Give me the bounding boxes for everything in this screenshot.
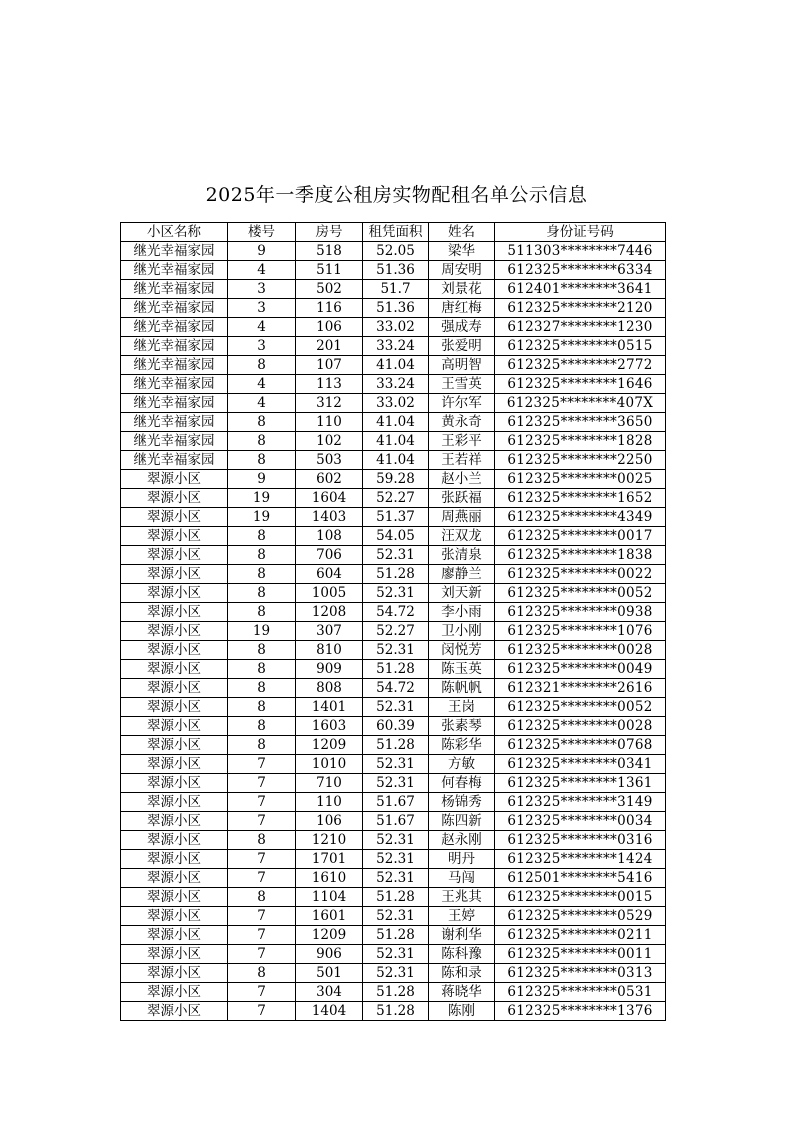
table-row [121,660,666,679]
cell-community-name: 翠源小区 [121,831,228,850]
table-row [121,318,666,337]
cell-id-number: 612325********2772 [495,356,666,375]
table-row [121,546,666,565]
cell-id-number: 511303********7446 [495,242,666,261]
cell-tenant-name: 方敏 [429,755,495,774]
cell-building-number: 8 [228,565,296,584]
cell-rental-area: 51.37 [363,508,429,527]
cell-community-name: 继光幸福家园 [121,413,228,432]
cell-tenant-name: 陈四新 [429,812,495,831]
table-row [121,394,666,413]
cell-building-number: 7 [228,926,296,945]
cell-rental-area: 52.27 [363,622,429,641]
cell-tenant-name: 王兆其 [429,888,495,907]
cell-rental-area: 51.28 [363,888,429,907]
cell-room-number: 110 [296,793,363,812]
table-row [121,679,666,698]
cell-room-number: 604 [296,565,363,584]
table-row [121,755,666,774]
cell-rental-area: 52.31 [363,964,429,983]
cell-room-number: 1701 [296,850,363,869]
cell-building-number: 8 [228,432,296,451]
rental-roster-table [120,222,666,1021]
table-row [121,375,666,394]
cell-building-number: 7 [228,774,296,793]
cell-community-name: 继光幸福家园 [121,242,228,261]
cell-room-number: 1208 [296,603,363,622]
cell-rental-area: 51.28 [363,660,429,679]
cell-rental-area: 52.31 [363,831,429,850]
cell-room-number: 312 [296,394,363,413]
cell-building-number: 8 [228,698,296,717]
cell-id-number: 612321********2616 [495,679,666,698]
cell-room-number: 909 [296,660,363,679]
cell-room-number: 602 [296,470,363,489]
cell-rental-area: 51.36 [363,299,429,318]
cell-community-name: 翠源小区 [121,774,228,793]
cell-rental-area: 52.31 [363,755,429,774]
cell-tenant-name: 陈帆帆 [429,679,495,698]
cell-id-number: 612325********0531 [495,983,666,1002]
cell-community-name: 翠源小区 [121,888,228,907]
cell-room-number: 511 [296,261,363,280]
cell-tenant-name: 刘天新 [429,584,495,603]
cell-id-number: 612325********0034 [495,812,666,831]
cell-id-number: 612325********1361 [495,774,666,793]
cell-rental-area: 33.24 [363,375,429,394]
table-row [121,888,666,907]
cell-building-number: 8 [228,831,296,850]
cell-room-number: 808 [296,679,363,698]
cell-id-number: 612325********0211 [495,926,666,945]
cell-id-number: 612401********3641 [495,280,666,299]
cell-tenant-name: 张清泉 [429,546,495,565]
table-row [121,242,666,261]
cell-rental-area: 41.04 [363,451,429,470]
cell-rental-area: 52.31 [363,546,429,565]
table-row [121,451,666,470]
cell-building-number: 8 [228,736,296,755]
table-row [121,641,666,660]
cell-community-name: 继光幸福家园 [121,337,228,356]
cell-building-number: 7 [228,983,296,1002]
cell-building-number: 8 [228,660,296,679]
cell-tenant-name: 陈科豫 [429,945,495,964]
cell-id-number: 612325********3650 [495,413,666,432]
cell-building-number: 8 [228,413,296,432]
header-building-number: 楼号 [228,223,296,242]
cell-building-number: 8 [228,527,296,546]
cell-building-number: 7 [228,812,296,831]
cell-community-name: 翠源小区 [121,850,228,869]
cell-tenant-name: 唐红梅 [429,299,495,318]
cell-id-number: 612325********0028 [495,717,666,736]
cell-id-number: 612325********0011 [495,945,666,964]
cell-id-number: 612325********0529 [495,907,666,926]
cell-tenant-name: 闵悦芳 [429,641,495,660]
cell-community-name: 翠源小区 [121,755,228,774]
cell-tenant-name: 杨锦秀 [429,793,495,812]
cell-room-number: 107 [296,356,363,375]
cell-rental-area: 54.05 [363,527,429,546]
cell-community-name: 继光幸福家园 [121,280,228,299]
cell-tenant-name: 许尔军 [429,394,495,413]
cell-community-name: 翠源小区 [121,964,228,983]
cell-room-number: 1010 [296,755,363,774]
cell-tenant-name: 李小雨 [429,603,495,622]
cell-rental-area: 51.28 [363,565,429,584]
cell-tenant-name: 强成寿 [429,318,495,337]
cell-id-number: 612325********0022 [495,565,666,584]
cell-building-number: 8 [228,717,296,736]
cell-room-number: 106 [296,812,363,831]
cell-rental-area: 51.7 [363,280,429,299]
cell-rental-area: 52.31 [363,907,429,926]
document-title: 2025年一季度公租房实物配租名单公示信息 [205,184,588,206]
cell-tenant-name: 张素琴 [429,717,495,736]
cell-building-number: 8 [228,356,296,375]
cell-community-name: 翠源小区 [121,926,228,945]
cell-rental-area: 51.28 [363,983,429,1002]
table-row [121,1002,666,1021]
cell-rental-area: 41.04 [363,413,429,432]
table-row [121,964,666,983]
table-row [121,717,666,736]
cell-building-number: 7 [228,793,296,812]
cell-id-number: 612325********0313 [495,964,666,983]
cell-id-number: 612325********6334 [495,261,666,280]
cell-id-number: 612325********0938 [495,603,666,622]
cell-community-name: 翠源小区 [121,812,228,831]
cell-id-number: 612325********0015 [495,888,666,907]
cell-building-number: 7 [228,945,296,964]
cell-tenant-name: 卫小刚 [429,622,495,641]
cell-community-name: 翠源小区 [121,717,228,736]
cell-id-number: 612325********4349 [495,508,666,527]
cell-rental-area: 52.27 [363,489,429,508]
cell-tenant-name: 明丹 [429,850,495,869]
table-row [121,584,666,603]
table-row [121,337,666,356]
cell-building-number: 7 [228,850,296,869]
cell-community-name: 翠源小区 [121,641,228,660]
cell-tenant-name: 张爱明 [429,337,495,356]
cell-building-number: 7 [228,1002,296,1021]
cell-room-number: 710 [296,774,363,793]
cell-id-number: 612325********0052 [495,698,666,717]
table-row [121,280,666,299]
cell-tenant-name: 赵小兰 [429,470,495,489]
cell-building-number: 7 [228,869,296,888]
header-community-name: 小区名称 [121,223,228,242]
cell-building-number: 3 [228,280,296,299]
cell-tenant-name: 赵永刚 [429,831,495,850]
cell-community-name: 翠源小区 [121,660,228,679]
cell-tenant-name: 王若祥 [429,451,495,470]
cell-id-number: 612327********1230 [495,318,666,337]
cell-tenant-name: 何春梅 [429,774,495,793]
cell-community-name: 翠源小区 [121,793,228,812]
cell-building-number: 9 [228,242,296,261]
cell-room-number: 501 [296,964,363,983]
cell-room-number: 502 [296,280,363,299]
cell-community-name: 继光幸福家园 [121,451,228,470]
table-row [121,622,666,641]
cell-room-number: 110 [296,413,363,432]
table-row [121,983,666,1002]
cell-id-number: 612325********1076 [495,622,666,641]
cell-tenant-name: 马闯 [429,869,495,888]
cell-building-number: 19 [228,508,296,527]
cell-community-name: 翠源小区 [121,470,228,489]
table-row [121,831,666,850]
cell-tenant-name: 周燕丽 [429,508,495,527]
table-row [121,774,666,793]
cell-id-number: 612325********3149 [495,793,666,812]
cell-building-number: 8 [228,888,296,907]
cell-tenant-name: 梁华 [429,242,495,261]
cell-room-number: 1104 [296,888,363,907]
cell-rental-area: 33.02 [363,318,429,337]
header-tenant-name: 姓名 [429,223,495,242]
table-row [121,812,666,831]
cell-rental-area: 33.02 [363,394,429,413]
cell-room-number: 810 [296,641,363,660]
table-header [121,223,666,242]
cell-rental-area: 52.31 [363,869,429,888]
cell-building-number: 8 [228,451,296,470]
table-row [121,698,666,717]
cell-tenant-name: 高明智 [429,356,495,375]
cell-building-number: 3 [228,337,296,356]
table-row [121,508,666,527]
cell-community-name: 翠源小区 [121,489,228,508]
cell-room-number: 1209 [296,926,363,945]
cell-room-number: 1401 [296,698,363,717]
cell-rental-area: 52.31 [363,698,429,717]
table-row [121,850,666,869]
cell-id-number: 612325********0341 [495,755,666,774]
cell-id-number: 612325********0316 [495,831,666,850]
cell-building-number: 4 [228,261,296,280]
cell-room-number: 1604 [296,489,363,508]
cell-building-number: 4 [228,318,296,337]
cell-tenant-name: 刘景花 [429,280,495,299]
cell-building-number: 8 [228,546,296,565]
table-row [121,736,666,755]
cell-community-name: 翠源小区 [121,565,228,584]
cell-id-number: 612325********0515 [495,337,666,356]
cell-room-number: 1610 [296,869,363,888]
cell-rental-area: 51.67 [363,812,429,831]
table-row [121,926,666,945]
cell-id-number: 612325********1646 [495,375,666,394]
cell-rental-area: 52.31 [363,774,429,793]
cell-id-number: 612325********1838 [495,546,666,565]
table-row [121,261,666,280]
cell-building-number: 7 [228,907,296,926]
cell-room-number: 304 [296,983,363,1002]
cell-tenant-name: 王彩平 [429,432,495,451]
table-row [121,356,666,375]
table-row [121,603,666,622]
cell-rental-area: 33.24 [363,337,429,356]
cell-id-number: 612325********0052 [495,584,666,603]
cell-tenant-name: 蒋晓华 [429,983,495,1002]
header-rental-area: 租凭面积 [363,223,429,242]
cell-room-number: 1601 [296,907,363,926]
cell-room-number: 307 [296,622,363,641]
cell-tenant-name: 王雪英 [429,375,495,394]
cell-tenant-name: 陈玉英 [429,660,495,679]
cell-community-name: 翠源小区 [121,527,228,546]
cell-community-name: 继光幸福家园 [121,375,228,394]
cell-room-number: 1404 [296,1002,363,1021]
cell-room-number: 108 [296,527,363,546]
cell-room-number: 1603 [296,717,363,736]
table-row [121,489,666,508]
cell-room-number: 106 [296,318,363,337]
cell-room-number: 113 [296,375,363,394]
header-row [121,223,666,242]
cell-tenant-name: 张跃福 [429,489,495,508]
cell-rental-area: 41.04 [363,356,429,375]
cell-tenant-name: 陈刚 [429,1002,495,1021]
table-row [121,907,666,926]
cell-building-number: 7 [228,755,296,774]
cell-id-number: 612325********1828 [495,432,666,451]
cell-community-name: 翠源小区 [121,907,228,926]
cell-building-number: 8 [228,641,296,660]
cell-room-number: 1005 [296,584,363,603]
cell-rental-area: 51.28 [363,926,429,945]
cell-community-name: 翠源小区 [121,869,228,888]
cell-building-number: 8 [228,603,296,622]
cell-rental-area: 52.31 [363,641,429,660]
table-row [121,413,666,432]
cell-tenant-name: 陈彩华 [429,736,495,755]
cell-id-number: 612325********407X [495,394,666,413]
cell-room-number: 1403 [296,508,363,527]
table-row [121,470,666,489]
cell-room-number: 706 [296,546,363,565]
cell-building-number: 8 [228,679,296,698]
cell-community-name: 继光幸福家园 [121,432,228,451]
cell-building-number: 19 [228,622,296,641]
cell-building-number: 9 [228,470,296,489]
cell-rental-area: 59.28 [363,470,429,489]
cell-community-name: 翠源小区 [121,603,228,622]
cell-rental-area: 54.72 [363,679,429,698]
table-row [121,432,666,451]
cell-rental-area: 51.67 [363,793,429,812]
cell-community-name: 翠源小区 [121,983,228,1002]
cell-building-number: 19 [228,489,296,508]
cell-tenant-name: 王岗 [429,698,495,717]
table-row [121,565,666,584]
cell-id-number: 612325********0025 [495,470,666,489]
table-body [121,242,666,1021]
cell-tenant-name: 汪双龙 [429,527,495,546]
cell-building-number: 4 [228,375,296,394]
table-row [121,299,666,318]
cell-rental-area: 51.28 [363,1002,429,1021]
cell-id-number: 612325********0768 [495,736,666,755]
cell-building-number: 8 [228,964,296,983]
cell-id-number: 612325********1652 [495,489,666,508]
cell-id-number: 612325********1376 [495,1002,666,1021]
cell-building-number: 3 [228,299,296,318]
cell-community-name: 翠源小区 [121,679,228,698]
header-room-number: 房号 [296,223,363,242]
cell-community-name: 翠源小区 [121,546,228,565]
cell-rental-area: 52.05 [363,242,429,261]
cell-tenant-name: 谢利华 [429,926,495,945]
cell-room-number: 518 [296,242,363,261]
cell-id-number: 612325********0049 [495,660,666,679]
cell-id-number: 612325********2250 [495,451,666,470]
cell-rental-area: 52.31 [363,945,429,964]
cell-community-name: 继光幸福家园 [121,356,228,375]
cell-community-name: 继光幸福家园 [121,261,228,280]
cell-rental-area: 54.72 [363,603,429,622]
cell-community-name: 继光幸福家园 [121,318,228,337]
cell-room-number: 116 [296,299,363,318]
table-row [121,945,666,964]
cell-building-number: 8 [228,584,296,603]
cell-id-number: 612501********5416 [495,869,666,888]
cell-community-name: 翠源小区 [121,698,228,717]
header-id-number: 身份证号码 [495,223,666,242]
cell-room-number: 102 [296,432,363,451]
cell-community-name: 继光幸福家园 [121,299,228,318]
cell-rental-area: 41.04 [363,432,429,451]
cell-room-number: 906 [296,945,363,964]
cell-room-number: 1209 [296,736,363,755]
cell-room-number: 1210 [296,831,363,850]
cell-rental-area: 51.28 [363,736,429,755]
cell-rental-area: 51.36 [363,261,429,280]
table-row [121,869,666,888]
cell-id-number: 612325********2120 [495,299,666,318]
cell-community-name: 翠源小区 [121,945,228,964]
cell-community-name: 翠源小区 [121,1002,228,1021]
table-row [121,793,666,812]
cell-tenant-name: 周安明 [429,261,495,280]
cell-rental-area: 52.31 [363,584,429,603]
cell-building-number: 4 [228,394,296,413]
cell-id-number: 612325********1424 [495,850,666,869]
cell-tenant-name: 王婷 [429,907,495,926]
cell-community-name: 翠源小区 [121,584,228,603]
cell-rental-area: 52.31 [363,850,429,869]
cell-community-name: 继光幸福家园 [121,394,228,413]
cell-rental-area: 60.39 [363,717,429,736]
cell-tenant-name: 廖静兰 [429,565,495,584]
cell-community-name: 翠源小区 [121,508,228,527]
cell-community-name: 翠源小区 [121,736,228,755]
cell-room-number: 201 [296,337,363,356]
cell-tenant-name: 陈和录 [429,964,495,983]
cell-tenant-name: 黄永奇 [429,413,495,432]
cell-room-number: 503 [296,451,363,470]
cell-id-number: 612325********0028 [495,641,666,660]
cell-community-name: 翠源小区 [121,622,228,641]
table-row [121,527,666,546]
cell-id-number: 612325********0017 [495,527,666,546]
